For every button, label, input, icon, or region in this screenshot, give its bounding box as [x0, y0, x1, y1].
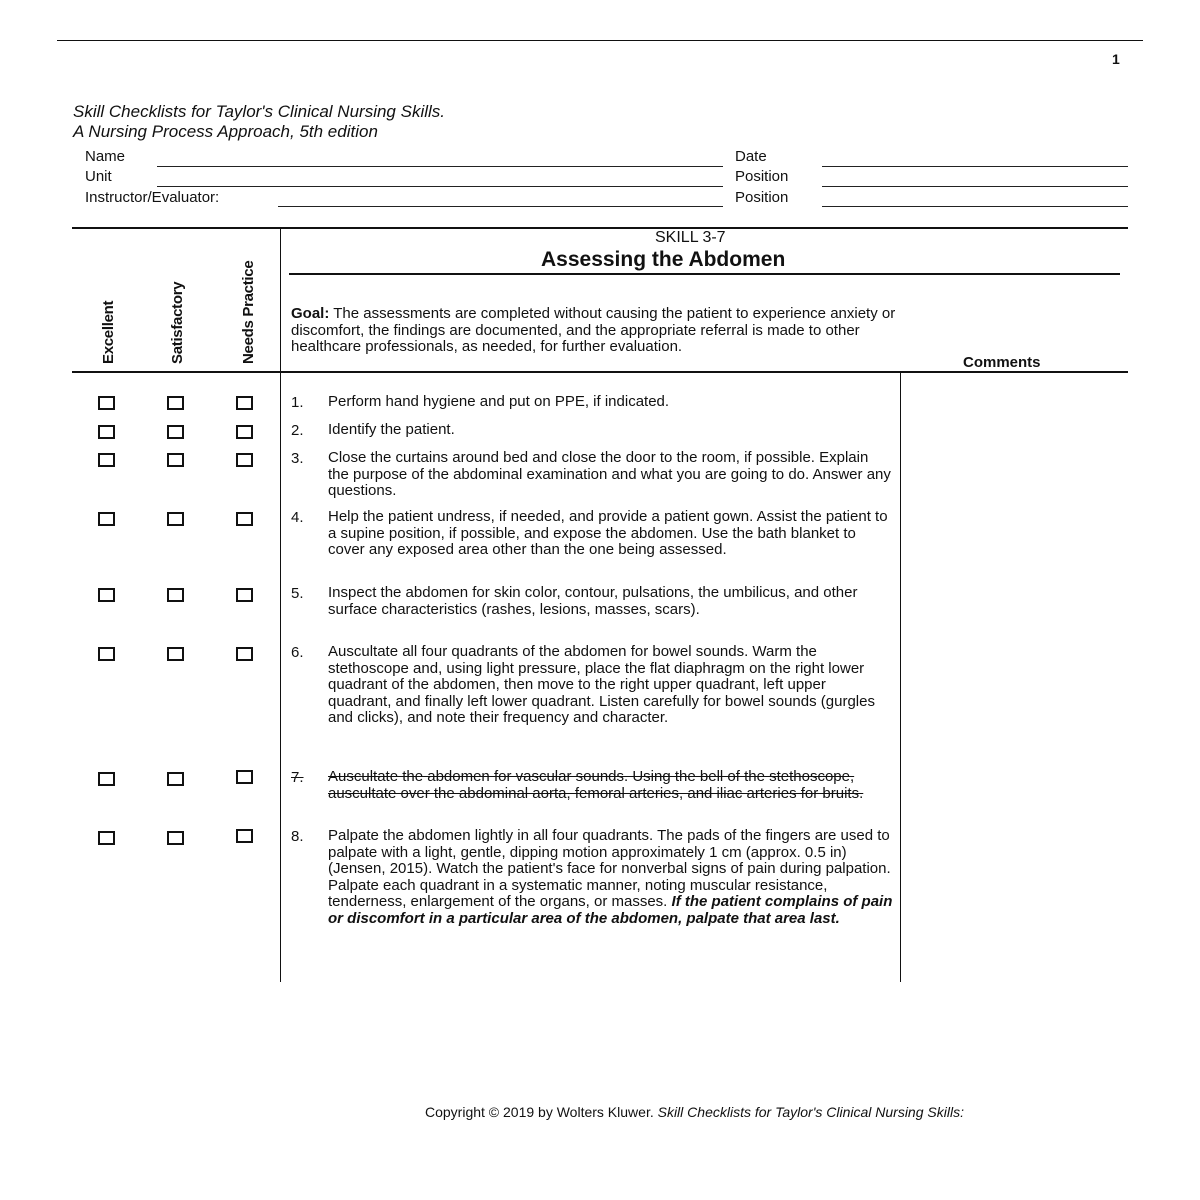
checkbox-satisfactory-6[interactable]: [167, 647, 184, 661]
copyright-book-title: Skill Checklists for Taylor's Clinical Nursing Skills:: [657, 1104, 964, 1120]
checkbox-needs-practice-1[interactable]: [236, 396, 253, 410]
checkbox-excellent-2[interactable]: [98, 425, 115, 439]
step-number: 3.: [291, 450, 304, 467]
checkbox-satisfactory-1[interactable]: [167, 396, 184, 410]
checkbox-excellent-6[interactable]: [98, 647, 115, 661]
checkbox-excellent-5[interactable]: [98, 588, 115, 602]
step-number: 4.: [291, 509, 304, 526]
skill-title: Assessing the Abdomen: [541, 248, 786, 271]
checkbox-needs-practice-5[interactable]: [236, 588, 253, 602]
checkbox-excellent-8[interactable]: [98, 831, 115, 845]
checkbox-needs-practice-2[interactable]: [236, 425, 253, 439]
copyright-text: Copyright © 2019 by Wolters Kluwer.: [425, 1104, 654, 1120]
step-text: Inspect the abdomen for skin color, contour, pulsations, the umbilicus, and other surface characteristics (rashes, lesions, masses, scars).: [328, 584, 858, 618]
goal-label: Goal:: [291, 305, 330, 322]
table-top-rule: [72, 227, 1128, 229]
page-number: 1: [1112, 51, 1120, 67]
comments-column-divider: [900, 373, 901, 982]
instructor-field[interactable]: [278, 206, 723, 207]
goal-text: [291, 306, 901, 356]
checkbox-needs-practice-8[interactable]: [236, 829, 253, 843]
step-8-body: Palpate the abdomen lightly in all four quadrants. The pads of the fingers are used to palpate with a light, gentle, dipping motion approximately 1 cm (approx. 0.5 in) (Jensen, 2015). Watch the patient's face for nonverbal signs of pain during palpation. Palpate each quadrant in a systematic manner, noting muscular resistance, tenderness, enlargement of the organs, or masses.: [328, 827, 891, 910]
step-text: Auscultate all four quadrants of the abdomen for bowel sounds. Warm the stethoscope and, using light pressure, place the flat diaphragm on the right lower quadrant of the abdomen, then move to the right upper quadrant, left upper quadrant, and finally left lower quadrant. Listen carefully for bowel sounds (gurgles and clicks), and note their frequency and character.: [328, 643, 875, 726]
header-bottom-rule: [72, 371, 1128, 373]
step-8-emphasis: If the patient complains of pain or discomfort in a particular area of the abdomen, palpate that area last.: [328, 893, 893, 927]
position-label-1: Position: [735, 168, 789, 185]
top-rule: [57, 40, 1143, 41]
date-field[interactable]: [822, 166, 1128, 167]
step-text: Identify the patient.: [328, 421, 455, 438]
checkbox-satisfactory-8[interactable]: [167, 831, 184, 845]
checkbox-satisfactory-7[interactable]: [167, 772, 184, 786]
step-text: Help the patient undress, if needed, and provide a patient gown. Assist the patient to a supine position, if possible, and expose the abdomen. Use the bath blanket to cover any exposed area other than the one being assessed.: [328, 508, 888, 558]
unit-label: Unit: [85, 168, 112, 185]
step-number: 1.: [291, 394, 304, 411]
checkbox-needs-practice-4[interactable]: [236, 512, 253, 526]
instructor-label: Instructor/Evaluator:: [85, 189, 220, 206]
checkbox-excellent-3[interactable]: [98, 453, 115, 467]
step-text-struck: Auscultate the abdomen for vascular sounds. Using the bell of the stethoscope, auscultate over the abdominal aorta, femoral arteries, and iliac arteries for bruits.: [328, 768, 864, 802]
checkbox-satisfactory-5[interactable]: [167, 588, 184, 602]
step-text: Perform hand hygiene and put on PPE, if indicated.: [328, 393, 670, 410]
name-label: Name: [85, 148, 126, 165]
copyright-footer: [425, 1104, 964, 1120]
col-header-needs-practice: Needs Practice: [240, 260, 257, 364]
col-header-satisfactory: Satisfactory: [169, 281, 186, 364]
title-underline: [289, 273, 1120, 275]
checkbox-excellent-4[interactable]: [98, 512, 115, 526]
unit-field[interactable]: [157, 186, 723, 187]
checkbox-needs-practice-7[interactable]: [236, 770, 253, 784]
step-number: 5.: [291, 585, 304, 602]
left-column-divider: [280, 229, 281, 982]
book-title-line2: A Nursing Process Approach, 5th edition: [73, 122, 378, 141]
checkbox-needs-practice-6[interactable]: [236, 647, 253, 661]
date-label: Date: [735, 148, 767, 165]
position-field-2[interactable]: [822, 206, 1128, 207]
step-number-struck: 7.: [291, 769, 304, 786]
step-number: 8.: [291, 828, 304, 845]
checkbox-excellent-1[interactable]: [98, 396, 115, 410]
col-header-excellent: Excellent: [100, 300, 117, 364]
checkbox-excellent-7[interactable]: [98, 772, 115, 786]
checkbox-satisfactory-2[interactable]: [167, 425, 184, 439]
step-text: Close the curtains around bed and close the door to the room, if possible. Explain the purpose of the abdominal examination and what you are going to do. Answer any questions.: [328, 449, 891, 499]
checkbox-needs-practice-3[interactable]: [236, 453, 253, 467]
goal-body: The assessments are completed without causing the patient to experience anxiety or discomfort, the findings are documented, and the appropriate referral is made to other healthcare professionals, as needed, for further evaluation.: [291, 305, 896, 355]
checkbox-satisfactory-3[interactable]: [167, 453, 184, 467]
position-label-2: Position: [735, 189, 789, 206]
checkbox-satisfactory-4[interactable]: [167, 512, 184, 526]
step-number: 2.: [291, 422, 304, 439]
step-number: 6.: [291, 644, 304, 661]
step-text: [328, 828, 893, 927]
skill-number: SKILL 3-7: [655, 229, 726, 246]
position-field-1[interactable]: [822, 186, 1128, 187]
comments-header: Comments: [963, 354, 1041, 371]
name-field[interactable]: [157, 166, 723, 167]
book-title-line1: Skill Checklists for Taylor's Clinical Nursing Skills.: [73, 102, 445, 121]
